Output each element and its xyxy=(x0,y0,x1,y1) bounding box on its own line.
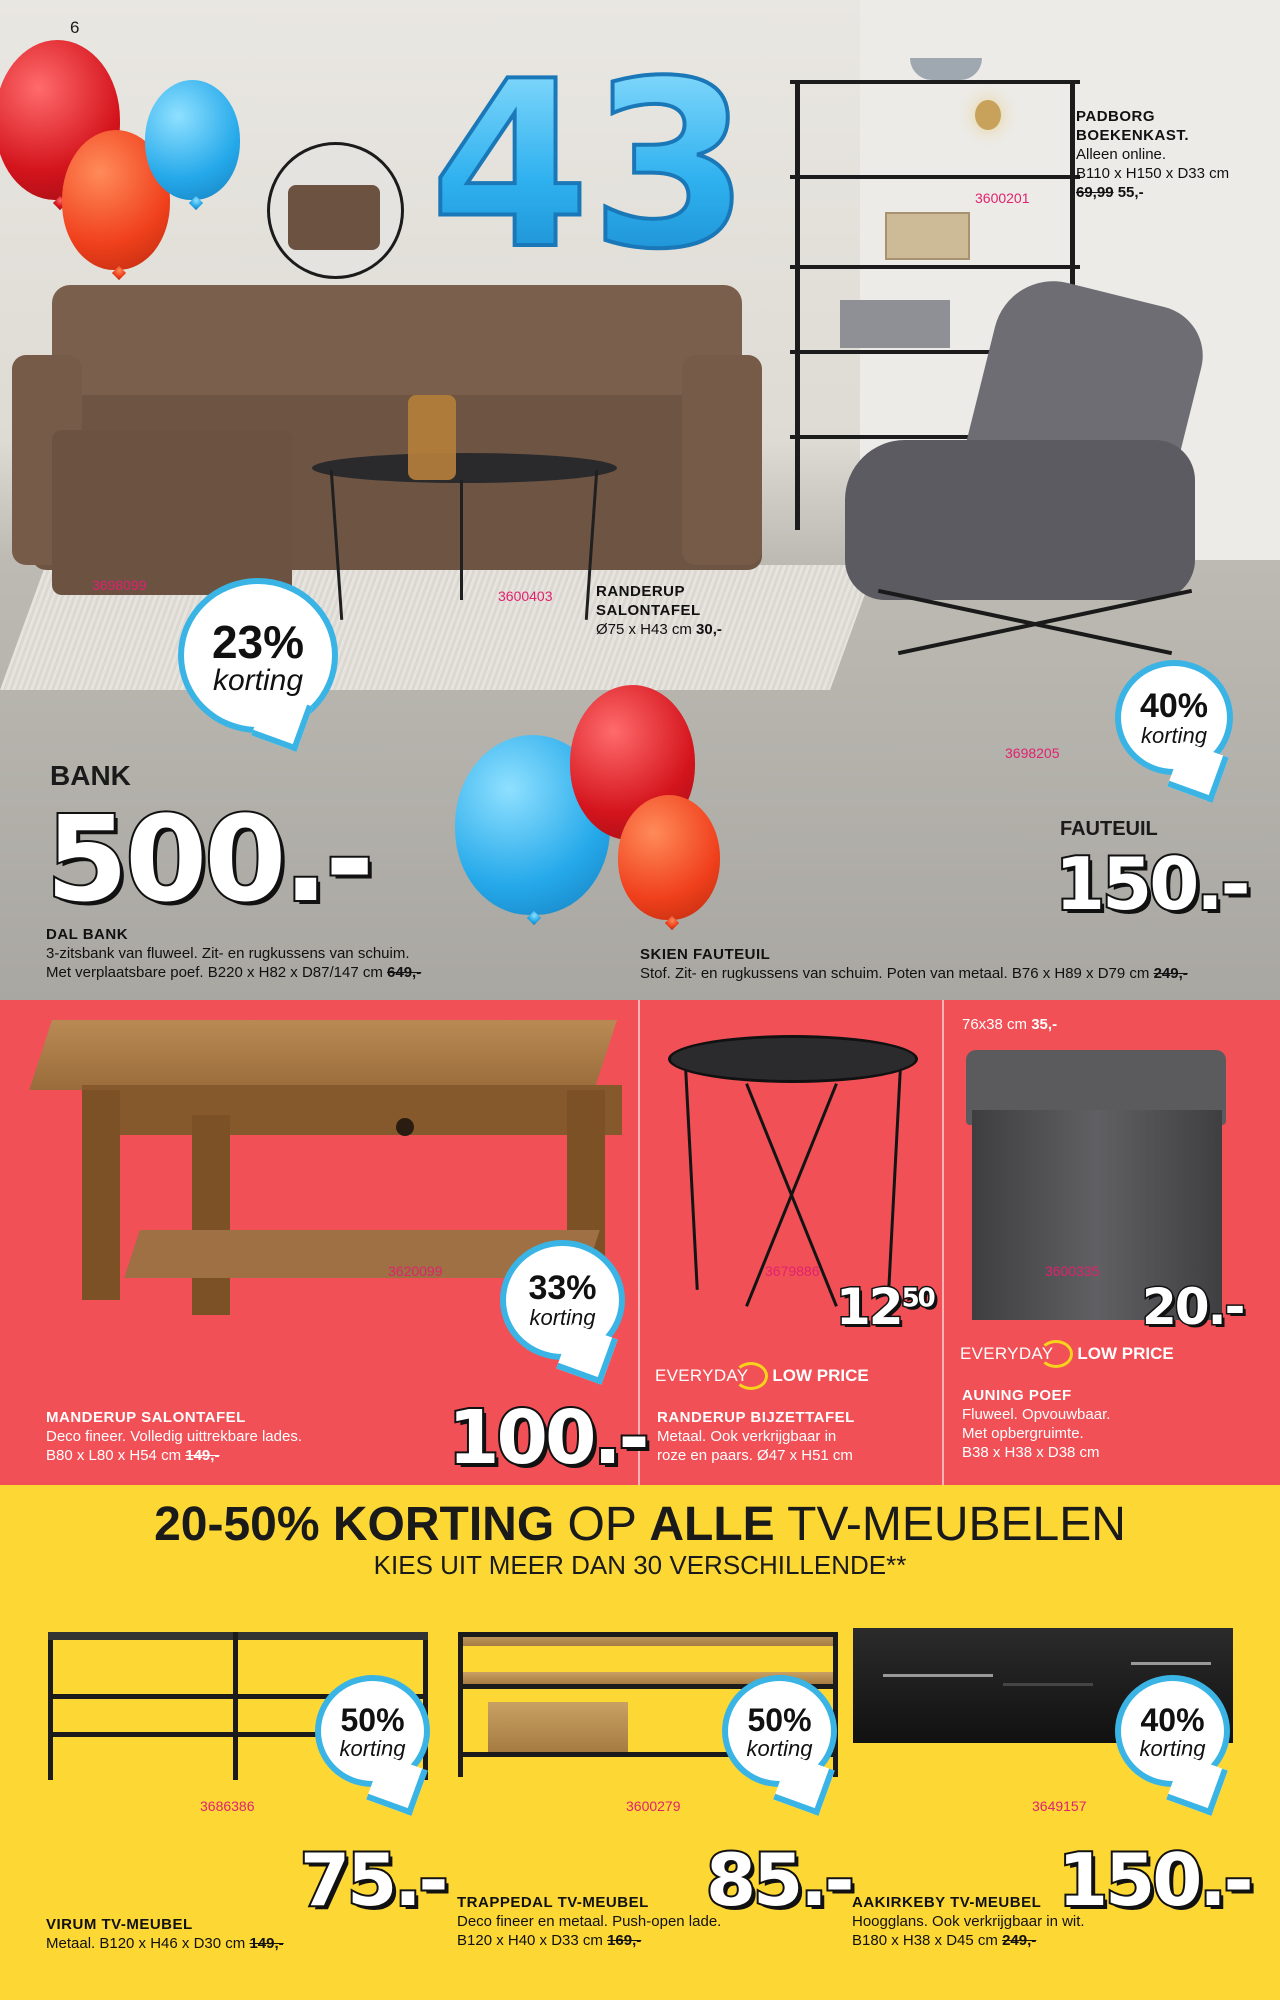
table-leg xyxy=(460,480,463,600)
pouf-name: AUNING POEF xyxy=(962,1387,1072,1404)
trappedal-discount-bubble xyxy=(722,1675,837,1787)
side-table-price-cents: 50 xyxy=(901,1283,934,1314)
trappedal-price: 85.- xyxy=(706,1838,852,1922)
headline-bold-1: 20-50% KORTING xyxy=(154,1498,555,1551)
sofa-discount-percent: 23% xyxy=(211,616,305,668)
manderup-desc-line2: B80 x L80 x H54 cm xyxy=(46,1447,182,1464)
trappedal-info xyxy=(457,1893,721,1950)
coffee-table-info xyxy=(596,582,722,639)
side-table-price xyxy=(836,1278,934,1336)
side-table-desc-line1: Metaal. Ook verkrijgbaar in xyxy=(657,1428,837,1445)
bowl-decor xyxy=(910,58,982,80)
sofa-desc-line1: 3-zitsbank van fluweel. Zit- en rugkussens van schuim. xyxy=(46,945,410,962)
vase-decor xyxy=(408,395,456,480)
bookcase-article-code: 3600201 xyxy=(975,190,1030,206)
page-number: 6 xyxy=(70,18,80,37)
everyday-ring-icon xyxy=(1039,1340,1073,1368)
armchair-category: FAUTEUIL xyxy=(1060,818,1158,840)
side-table-name: RANDERUP BIJZETTAFEL xyxy=(657,1409,855,1426)
coffee-table-name-line1: RANDERUP xyxy=(596,583,686,600)
armchair-desc-line1: Stof. Zit- en rugkussens van schuim. Poten van metaal. B76 x H89 x D79 cm xyxy=(640,965,1150,982)
manderup-article-code: 3620099 xyxy=(388,1263,443,1279)
virum-name: VIRUM TV-MEUBEL xyxy=(46,1916,193,1933)
sofa-pouf-image xyxy=(52,430,292,595)
sofa-category: BANK xyxy=(50,760,131,791)
sofa-desc-line2: Met verplaatsbare poef. B220 x H82 x D87/147 cm xyxy=(46,964,383,981)
aakirkeby-discount-bubble xyxy=(1115,1675,1230,1787)
manderup-info xyxy=(46,1408,302,1465)
armchair-discount-label: korting xyxy=(1140,723,1208,748)
virum-desc-line1: Metaal. B120 x H46 x D30 cm xyxy=(46,1935,246,1952)
trappedal-desc-line2: B120 x H40 x D33 cm xyxy=(457,1932,603,1949)
virum-discount-percent: 50% xyxy=(340,1702,405,1738)
bookcase-info xyxy=(1076,107,1229,202)
armchair-info xyxy=(640,945,1188,983)
trappedal-discount-label: korting xyxy=(746,1736,813,1761)
trappedal-old-price: 169,- xyxy=(607,1932,642,1949)
pouf-desc-line1: Fluweel. Opvouwbaar. xyxy=(962,1406,1111,1423)
headline-bold-2: ALLE xyxy=(649,1498,775,1551)
armchair-article-code: 3698205 xyxy=(1005,745,1060,761)
armchair-old-price: 249,- xyxy=(1153,965,1188,982)
bookcase-old-price: 69,99 xyxy=(1076,184,1114,201)
coffee-table-name-line2: SALONTAFEL xyxy=(596,602,701,619)
virum-price: 75.- xyxy=(300,1838,446,1922)
bookcase-note: Alleen online. xyxy=(1076,146,1167,163)
manderup-old-price: 149,- xyxy=(185,1447,220,1464)
virum-article-code: 3686386 xyxy=(200,1798,255,1814)
armchair-name: SKIEN FAUTEUIL xyxy=(640,946,771,963)
sofa-price: 500.- xyxy=(46,790,372,928)
headline-thin-1: OP xyxy=(567,1498,637,1551)
virum-discount-label: korting xyxy=(339,1736,406,1761)
trappedal-name: TRAPPEDAL TV-MEUBEL xyxy=(457,1894,649,1911)
manderup-desc-line1: Deco fineer. Volledig uittrekbare lades. xyxy=(46,1428,302,1445)
pouf-everyday-badge xyxy=(960,1340,1174,1368)
aakirkeby-desc-line1: Hoogglans. Ook verkrijgbaar in wit. xyxy=(852,1913,1085,1930)
bookcase-name-line2: BOEKENKAST. xyxy=(1076,127,1190,144)
aakirkeby-desc-line2: B180 x H38 x D45 cm xyxy=(852,1932,998,1949)
coffee-table-article-code: 3600403 xyxy=(498,588,553,604)
orange-balloon xyxy=(618,795,720,920)
armchair-discount-bubble xyxy=(1115,660,1233,775)
side-table-price-main: 12 xyxy=(836,1278,902,1336)
pouf-price: 20.- xyxy=(1142,1278,1244,1336)
pouf-alt-size-dims: 76x38 cm xyxy=(962,1016,1028,1033)
everyday-label: EVERYDAY xyxy=(960,1344,1054,1363)
everyday-label: EVERYDAY xyxy=(655,1366,749,1385)
pouf-alt-size xyxy=(962,1015,1057,1034)
trappedal-discount-percent: 50% xyxy=(747,1702,812,1738)
sofa-name: DAL BANK xyxy=(46,926,129,943)
banner-subline: KIES UIT MEER DAN 30 VERSCHILLENDE** xyxy=(373,1550,907,1580)
low-price-label: LOW PRICE xyxy=(772,1366,869,1385)
manderup-price: 100.- xyxy=(448,1395,647,1481)
pouf-info xyxy=(962,1386,1110,1462)
aakirkeby-discount-label: korting xyxy=(1139,1736,1206,1761)
banner-headline xyxy=(0,1497,1280,1552)
manderup-discount-percent: 33% xyxy=(528,1269,597,1307)
pouf-desc-line2: Met opbergruimte. xyxy=(962,1425,1084,1442)
armchair-discount-percent: 40% xyxy=(1139,687,1209,725)
sofa-discount-label: korting xyxy=(212,664,304,697)
aakirkeby-old-price: 249,- xyxy=(1002,1932,1037,1949)
aakirkeby-info xyxy=(852,1893,1085,1950)
lamp-decor xyxy=(975,100,1001,130)
everyday-ring-icon xyxy=(734,1362,768,1390)
aakirkeby-name: AAKIRKEBY TV-MEUBEL xyxy=(852,1894,1042,1911)
virum-info xyxy=(46,1915,284,1953)
pouf-thumbnail xyxy=(267,142,404,279)
aakirkeby-price: 150.- xyxy=(1058,1838,1251,1922)
coffee-table-price: 30,- xyxy=(696,621,722,638)
manderup-name: MANDERUP SALONTAFEL xyxy=(46,1409,246,1426)
bookcase-dims: B110 x H150 x D33 cm xyxy=(1076,165,1230,182)
sofa-article-code: 3698099 xyxy=(92,577,147,593)
sofa-discount-bubble xyxy=(178,578,338,733)
trappedal-desc-line1: Deco fineer en metaal. Push-open lade. xyxy=(457,1913,722,1930)
drawer-knob xyxy=(396,1118,414,1136)
anniversary-43-icon xyxy=(430,30,750,280)
headline-thin-2: TV-MEUBELEN xyxy=(787,1498,1126,1551)
pouf-article-code: 3600335 xyxy=(1045,1263,1100,1279)
sofa-info xyxy=(46,925,421,982)
trappedal-article-code: 3600279 xyxy=(626,1798,681,1814)
divider xyxy=(942,1000,944,1485)
low-price-label: LOW PRICE xyxy=(1077,1344,1174,1363)
aakirkeby-article-code: 3649157 xyxy=(1032,1798,1087,1814)
side-table-everyday-badge xyxy=(655,1362,869,1390)
coffee-table-image xyxy=(312,453,617,483)
basket-decor xyxy=(885,212,970,260)
bookcase-name-line1: PADBORG xyxy=(1076,108,1156,125)
coffee-table-dims: Ø75 x H43 cm xyxy=(596,621,692,638)
side-table-article-code: 3679886 xyxy=(765,1263,820,1279)
svg-text:43: 43 xyxy=(430,33,750,280)
aakirkeby-discount-percent: 40% xyxy=(1140,1702,1205,1738)
side-table-desc-line2: roze en paars. Ø47 x H51 cm xyxy=(657,1447,853,1464)
bookcase-new-price: 55,- xyxy=(1117,184,1144,201)
blue-balloon xyxy=(145,80,240,200)
manderup-discount-bubble xyxy=(500,1240,625,1360)
manderup-discount-label: korting xyxy=(529,1305,596,1330)
pouf-alt-size-price: 35,- xyxy=(1031,1016,1058,1033)
side-table-image xyxy=(668,1035,918,1083)
virum-old-price: 149,- xyxy=(249,1935,284,1952)
sofa-old-price: 649,- xyxy=(387,964,422,981)
pouf-desc-line3: B38 x H38 x D38 cm xyxy=(962,1444,1100,1461)
armchair-price: 150.- xyxy=(1055,842,1248,926)
virum-discount-bubble xyxy=(315,1675,430,1787)
side-table-info xyxy=(657,1408,855,1465)
